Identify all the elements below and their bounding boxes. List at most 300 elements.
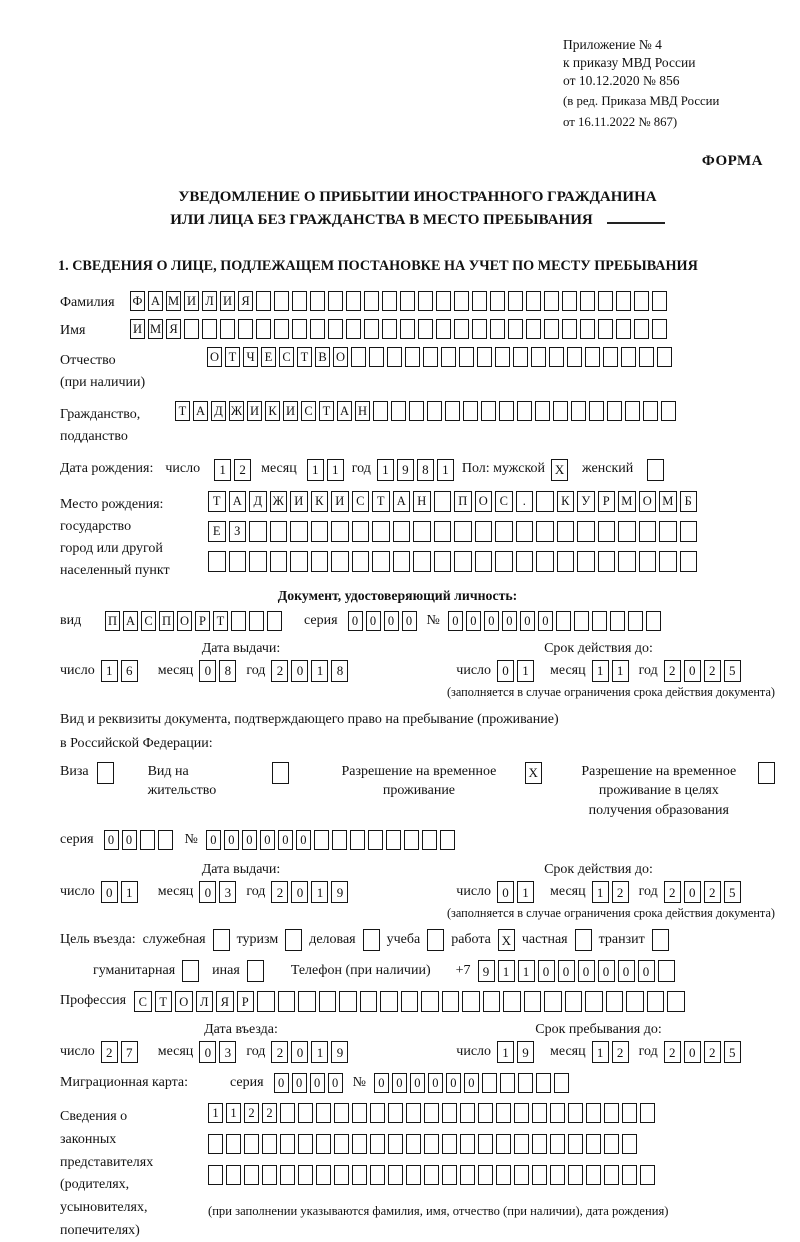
stay-day-cells[interactable]: [497, 1041, 534, 1063]
form-cell[interactable]: [249, 611, 264, 631]
form-cell[interactable]: [604, 1165, 619, 1185]
purpose-official-checkbox[interactable]: [213, 929, 230, 951]
issue-year-cells[interactable]: [271, 660, 348, 682]
form-cell[interactable]: [350, 830, 365, 850]
form-cell[interactable]: [280, 1134, 295, 1154]
form-cell[interactable]: Р: [598, 491, 616, 512]
form-cell[interactable]: [462, 991, 480, 1012]
form-cell[interactable]: [424, 1103, 439, 1123]
form-cell[interactable]: [562, 319, 577, 339]
form-cell[interactable]: С: [141, 611, 156, 631]
form-cell[interactable]: [472, 319, 487, 339]
form-cell[interactable]: [400, 319, 415, 339]
form-cell[interactable]: [580, 291, 595, 311]
form-cell[interactable]: [460, 1103, 475, 1123]
form-cell[interactable]: [680, 551, 698, 572]
form-cell[interactable]: 1: [497, 1041, 514, 1063]
form-cell[interactable]: [208, 551, 226, 572]
form-cell[interactable]: 1: [101, 660, 118, 682]
form-cell[interactable]: 1: [437, 459, 454, 481]
form-cell[interactable]: [604, 1103, 619, 1123]
form-cell[interactable]: [339, 991, 357, 1012]
form-cell[interactable]: [571, 401, 586, 421]
form-cell[interactable]: О: [475, 491, 493, 512]
form-cell[interactable]: [331, 521, 349, 542]
form-cell[interactable]: 0: [538, 611, 553, 631]
residence-issue-year-cells[interactable]: [271, 881, 348, 903]
form-cell[interactable]: [391, 401, 406, 421]
form-cell[interactable]: [158, 830, 173, 850]
form-cell[interactable]: 0: [291, 1041, 308, 1063]
entry-month-cells[interactable]: [199, 1041, 236, 1063]
form-cell[interactable]: 0: [296, 830, 311, 850]
form-cell[interactable]: 9: [331, 1041, 348, 1063]
option-temp-residence-education-checkbox[interactable]: [758, 762, 775, 784]
form-cell[interactable]: 0: [292, 1073, 307, 1093]
form-cell[interactable]: [247, 960, 264, 982]
form-cell[interactable]: Т: [213, 611, 228, 631]
form-cell[interactable]: [328, 319, 343, 339]
form-cell[interactable]: [667, 991, 685, 1012]
purpose-private-checkbox[interactable]: [575, 929, 592, 951]
form-cell[interactable]: [496, 1134, 511, 1154]
form-cell[interactable]: [652, 319, 667, 339]
form-cell[interactable]: [388, 1165, 403, 1185]
form-cell[interactable]: Т: [319, 401, 334, 421]
form-cell[interactable]: 0: [224, 830, 239, 850]
form-cell[interactable]: Ж: [229, 401, 244, 421]
stay-month-cells[interactable]: [592, 1041, 629, 1063]
form-cell[interactable]: [531, 347, 546, 367]
form-cell[interactable]: Л: [196, 991, 214, 1012]
form-cell[interactable]: [310, 291, 325, 311]
form-cell[interactable]: [454, 319, 469, 339]
form-cell[interactable]: [316, 1134, 331, 1154]
form-cell[interactable]: [526, 291, 541, 311]
form-cell[interactable]: [459, 347, 474, 367]
form-cell[interactable]: [490, 291, 505, 311]
form-cell[interactable]: 2: [612, 1041, 629, 1063]
form-cell[interactable]: Ф: [130, 291, 145, 311]
phone-digit-cells[interactable]: [478, 960, 675, 982]
form-cell[interactable]: [202, 319, 217, 339]
birth-month-cells[interactable]: [307, 459, 344, 481]
form-cell[interactable]: [610, 611, 625, 631]
residence-issue-month-cells[interactable]: [199, 881, 236, 903]
form-cell[interactable]: [640, 1103, 655, 1123]
form-cell[interactable]: [436, 291, 451, 311]
migration-number-cells[interactable]: [374, 1073, 569, 1093]
form-cell[interactable]: [475, 551, 493, 572]
form-cell[interactable]: 0: [428, 1073, 443, 1093]
form-cell[interactable]: 0: [402, 611, 417, 631]
form-cell[interactable]: [490, 319, 505, 339]
form-cell[interactable]: [364, 319, 379, 339]
form-cell[interactable]: [503, 991, 521, 1012]
form-cell[interactable]: [514, 1165, 529, 1185]
form-cell[interactable]: [758, 762, 775, 784]
form-cell[interactable]: 1: [612, 660, 629, 682]
form-cell[interactable]: Е: [208, 521, 226, 542]
form-cell[interactable]: 2: [262, 1103, 277, 1123]
form-cell[interactable]: А: [229, 491, 247, 512]
birth-day-cells[interactable]: [214, 459, 251, 481]
form-cell[interactable]: [603, 347, 618, 367]
form-cell[interactable]: [532, 1134, 547, 1154]
form-cell[interactable]: [441, 347, 456, 367]
form-cell[interactable]: 0: [464, 1073, 479, 1093]
form-cell[interactable]: [184, 319, 199, 339]
form-cell[interactable]: [657, 347, 672, 367]
form-cell[interactable]: 0: [466, 611, 481, 631]
form-cell[interactable]: [658, 960, 675, 982]
form-cell[interactable]: С: [495, 491, 513, 512]
form-cell[interactable]: 5: [724, 660, 741, 682]
citizenship-cells[interactable]: [175, 401, 676, 421]
form-cell[interactable]: [496, 1165, 511, 1185]
form-cell[interactable]: [386, 830, 401, 850]
form-cell[interactable]: 1: [311, 881, 328, 903]
form-cell[interactable]: [182, 960, 199, 982]
form-cell[interactable]: [442, 1103, 457, 1123]
form-cell[interactable]: [427, 401, 442, 421]
form-cell[interactable]: [516, 521, 534, 542]
form-cell[interactable]: [427, 929, 444, 951]
form-cell[interactable]: 2: [244, 1103, 259, 1123]
form-cell[interactable]: М: [659, 491, 677, 512]
form-cell[interactable]: [508, 319, 523, 339]
form-cell[interactable]: А: [148, 291, 163, 311]
form-cell[interactable]: Т: [155, 991, 173, 1012]
form-cell[interactable]: 0: [502, 611, 517, 631]
form-cell[interactable]: [652, 929, 669, 951]
form-cell[interactable]: [226, 1134, 241, 1154]
form-cell[interactable]: [661, 401, 676, 421]
representatives-cells-row2[interactable]: [208, 1134, 668, 1154]
form-cell[interactable]: Д: [211, 401, 226, 421]
form-cell[interactable]: [257, 991, 275, 1012]
form-cell[interactable]: К: [557, 491, 575, 512]
form-cell[interactable]: Т: [372, 491, 390, 512]
form-cell[interactable]: 0: [618, 960, 635, 982]
form-cell[interactable]: [634, 319, 649, 339]
form-cell[interactable]: [409, 401, 424, 421]
form-cell[interactable]: 0: [199, 1041, 216, 1063]
form-cell[interactable]: 1: [208, 1103, 223, 1123]
form-cell[interactable]: 3: [219, 1041, 236, 1063]
form-cell[interactable]: [646, 611, 661, 631]
form-cell[interactable]: [460, 1165, 475, 1185]
form-cell[interactable]: 0: [328, 1073, 343, 1093]
form-cell[interactable]: 1: [307, 459, 324, 481]
form-cell[interactable]: [311, 551, 329, 572]
form-cell[interactable]: [643, 401, 658, 421]
form-cell[interactable]: [553, 401, 568, 421]
form-cell[interactable]: [586, 1165, 601, 1185]
form-cell[interactable]: [274, 319, 289, 339]
birthplace-cells-row3[interactable]: [208, 551, 697, 572]
form-cell[interactable]: [422, 830, 437, 850]
form-cell[interactable]: О: [639, 491, 657, 512]
expiry-day-cells[interactable]: [497, 660, 534, 682]
form-cell[interactable]: [334, 1134, 349, 1154]
form-cell[interactable]: [616, 291, 631, 311]
form-cell[interactable]: 7: [121, 1041, 138, 1063]
form-cell[interactable]: [418, 319, 433, 339]
form-cell[interactable]: 1: [498, 960, 515, 982]
form-cell[interactable]: 2: [664, 1041, 681, 1063]
form-cell[interactable]: [226, 1165, 241, 1185]
form-cell[interactable]: 0: [578, 960, 595, 982]
form-cell[interactable]: [310, 319, 325, 339]
form-cell[interactable]: 1: [518, 960, 535, 982]
form-cell[interactable]: [406, 1103, 421, 1123]
form-cell[interactable]: И: [331, 491, 349, 512]
form-cell[interactable]: О: [333, 347, 348, 367]
form-cell[interactable]: [574, 611, 589, 631]
form-cell[interactable]: [598, 521, 616, 542]
form-cell[interactable]: Т: [225, 347, 240, 367]
form-cell[interactable]: Я: [166, 319, 181, 339]
patronymic-cells[interactable]: [207, 347, 672, 367]
form-cell[interactable]: X: [498, 929, 515, 951]
form-cell[interactable]: [616, 319, 631, 339]
form-cell[interactable]: К: [265, 401, 280, 421]
form-cell[interactable]: М: [148, 319, 163, 339]
option-temp-residence-checkbox[interactable]: [525, 762, 542, 784]
form-cell[interactable]: [604, 1134, 619, 1154]
form-cell[interactable]: 0: [684, 881, 701, 903]
form-cell[interactable]: [270, 551, 288, 572]
form-cell[interactable]: 0: [684, 1041, 701, 1063]
form-cell[interactable]: 0: [484, 611, 499, 631]
form-cell[interactable]: [244, 1165, 259, 1185]
form-cell[interactable]: [424, 1134, 439, 1154]
form-cell[interactable]: [368, 830, 383, 850]
expiry-year-cells[interactable]: [664, 660, 741, 682]
form-cell[interactable]: [549, 347, 564, 367]
form-cell[interactable]: [524, 991, 542, 1012]
form-cell[interactable]: [463, 401, 478, 421]
form-cell[interactable]: [382, 319, 397, 339]
form-cell[interactable]: [544, 291, 559, 311]
form-cell[interactable]: [659, 551, 677, 572]
form-cell[interactable]: [334, 1103, 349, 1123]
purpose-business-checkbox[interactable]: [363, 929, 380, 951]
form-cell[interactable]: С: [279, 347, 294, 367]
form-cell[interactable]: [352, 521, 370, 542]
form-cell[interactable]: [346, 291, 361, 311]
form-cell[interactable]: [370, 1103, 385, 1123]
form-cell[interactable]: Б: [680, 491, 698, 512]
form-cell[interactable]: М: [166, 291, 181, 311]
form-cell[interactable]: [373, 401, 388, 421]
profession-cells[interactable]: [134, 991, 685, 1012]
form-cell[interactable]: [495, 347, 510, 367]
form-cell[interactable]: [332, 830, 347, 850]
form-cell[interactable]: X: [525, 762, 542, 784]
purpose-tourism-checkbox[interactable]: [285, 929, 302, 951]
form-cell[interactable]: [550, 1103, 565, 1123]
form-cell[interactable]: [352, 1134, 367, 1154]
form-cell[interactable]: 9: [397, 459, 414, 481]
sex-male-checkbox[interactable]: [551, 459, 568, 481]
form-cell[interactable]: [346, 319, 361, 339]
form-cell[interactable]: 0: [392, 1073, 407, 1093]
form-cell[interactable]: Т: [175, 401, 190, 421]
form-cell[interactable]: [280, 1165, 295, 1185]
form-cell[interactable]: Е: [261, 347, 276, 367]
form-cell[interactable]: 2: [271, 1041, 288, 1063]
form-cell[interactable]: [140, 830, 155, 850]
form-cell[interactable]: [628, 611, 643, 631]
form-cell[interactable]: М: [618, 491, 636, 512]
form-cell[interactable]: .: [516, 491, 534, 512]
form-cell[interactable]: [352, 551, 370, 572]
form-cell[interactable]: [598, 551, 616, 572]
form-cell[interactable]: 0: [122, 830, 137, 850]
form-cell[interactable]: П: [159, 611, 174, 631]
form-cell[interactable]: И: [290, 491, 308, 512]
form-cell[interactable]: [434, 521, 452, 542]
form-cell[interactable]: 1: [377, 459, 394, 481]
form-cell[interactable]: [562, 291, 577, 311]
form-cell[interactable]: А: [337, 401, 352, 421]
form-cell[interactable]: [640, 1165, 655, 1185]
form-cell[interactable]: В: [315, 347, 330, 367]
form-cell[interactable]: 1: [517, 660, 534, 682]
form-cell[interactable]: Ж: [270, 491, 288, 512]
form-cell[interactable]: Р: [237, 991, 255, 1012]
form-cell[interactable]: [526, 319, 541, 339]
form-cell[interactable]: [442, 1165, 457, 1185]
form-cell[interactable]: [536, 491, 554, 512]
form-cell[interactable]: [454, 551, 472, 572]
form-cell[interactable]: [369, 347, 384, 367]
form-cell[interactable]: [483, 991, 501, 1012]
form-cell[interactable]: [460, 1134, 475, 1154]
form-cell[interactable]: 8: [219, 660, 236, 682]
form-cell[interactable]: А: [123, 611, 138, 631]
form-cell[interactable]: [382, 291, 397, 311]
form-cell[interactable]: [477, 347, 492, 367]
form-cell[interactable]: [445, 401, 460, 421]
form-cell[interactable]: 1: [214, 459, 231, 481]
form-cell[interactable]: [393, 551, 411, 572]
form-cell[interactable]: [639, 347, 654, 367]
form-cell[interactable]: 1: [327, 459, 344, 481]
form-cell[interactable]: [513, 347, 528, 367]
form-cell[interactable]: [372, 521, 390, 542]
stay-year-cells[interactable]: [664, 1041, 741, 1063]
form-cell[interactable]: [370, 1134, 385, 1154]
form-cell[interactable]: З: [229, 521, 247, 542]
residence-expiry-day-cells[interactable]: [497, 881, 534, 903]
form-cell[interactable]: 1: [592, 1041, 609, 1063]
entry-year-cells[interactable]: [271, 1041, 348, 1063]
form-cell[interactable]: [388, 1103, 403, 1123]
residence-number-cells[interactable]: [206, 830, 455, 850]
form-cell[interactable]: [454, 521, 472, 542]
form-cell[interactable]: Я: [216, 991, 234, 1012]
form-cell[interactable]: [495, 521, 513, 542]
form-cell[interactable]: П: [105, 611, 120, 631]
blank-underline[interactable]: [607, 222, 665, 224]
form-cell[interactable]: [351, 347, 366, 367]
form-cell[interactable]: 0: [278, 830, 293, 850]
form-cell[interactable]: И: [184, 291, 199, 311]
form-cell[interactable]: 1: [311, 660, 328, 682]
form-cell[interactable]: 6: [121, 660, 138, 682]
form-cell[interactable]: [622, 1134, 637, 1154]
form-cell[interactable]: [550, 1165, 565, 1185]
form-cell[interactable]: [213, 929, 230, 951]
sex-female-checkbox[interactable]: [647, 459, 664, 481]
form-cell[interactable]: [292, 291, 307, 311]
form-cell[interactable]: [267, 611, 282, 631]
form-cell[interactable]: 8: [417, 459, 434, 481]
form-cell[interactable]: И: [283, 401, 298, 421]
form-cell[interactable]: Т: [208, 491, 226, 512]
form-cell[interactable]: 2: [704, 660, 721, 682]
surname-cells[interactable]: [130, 291, 667, 311]
form-cell[interactable]: [423, 347, 438, 367]
form-cell[interactable]: 1: [121, 881, 138, 903]
form-cell[interactable]: [334, 1165, 349, 1185]
form-cell[interactable]: 2: [271, 881, 288, 903]
form-cell[interactable]: [514, 1134, 529, 1154]
form-cell[interactable]: [622, 1165, 637, 1185]
form-cell[interactable]: 1: [517, 881, 534, 903]
form-cell[interactable]: 0: [104, 830, 119, 850]
form-cell[interactable]: 5: [724, 881, 741, 903]
birthplace-cells-row2[interactable]: [208, 521, 697, 542]
form-cell[interactable]: 0: [598, 960, 615, 982]
form-cell[interactable]: [387, 347, 402, 367]
form-cell[interactable]: 8: [331, 660, 348, 682]
form-cell[interactable]: 3: [219, 881, 236, 903]
form-cell[interactable]: [418, 291, 433, 311]
representatives-cells-row1[interactable]: [208, 1103, 668, 1123]
form-cell[interactable]: О: [175, 991, 193, 1012]
form-cell[interactable]: 2: [101, 1041, 118, 1063]
form-cell[interactable]: [372, 551, 390, 572]
form-cell[interactable]: [424, 1165, 439, 1185]
form-cell[interactable]: [557, 521, 575, 542]
form-cell[interactable]: [592, 611, 607, 631]
form-cell[interactable]: [256, 319, 271, 339]
form-cell[interactable]: А: [393, 491, 411, 512]
form-cell[interactable]: Ч: [243, 347, 258, 367]
form-cell[interactable]: [478, 1165, 493, 1185]
form-cell[interactable]: И: [130, 319, 145, 339]
form-cell[interactable]: [585, 991, 603, 1012]
form-cell[interactable]: [328, 291, 343, 311]
form-cell[interactable]: [406, 1134, 421, 1154]
form-cell[interactable]: У: [577, 491, 595, 512]
form-cell[interactable]: [652, 291, 667, 311]
form-cell[interactable]: [517, 401, 532, 421]
form-cell[interactable]: [544, 991, 562, 1012]
form-cell[interactable]: [274, 291, 289, 311]
form-cell[interactable]: [499, 401, 514, 421]
form-cell[interactable]: 0: [410, 1073, 425, 1093]
form-cell[interactable]: О: [177, 611, 192, 631]
form-cell[interactable]: [625, 401, 640, 421]
form-cell[interactable]: [454, 291, 469, 311]
form-cell[interactable]: [208, 1134, 223, 1154]
doc-number-cells[interactable]: [448, 611, 661, 631]
